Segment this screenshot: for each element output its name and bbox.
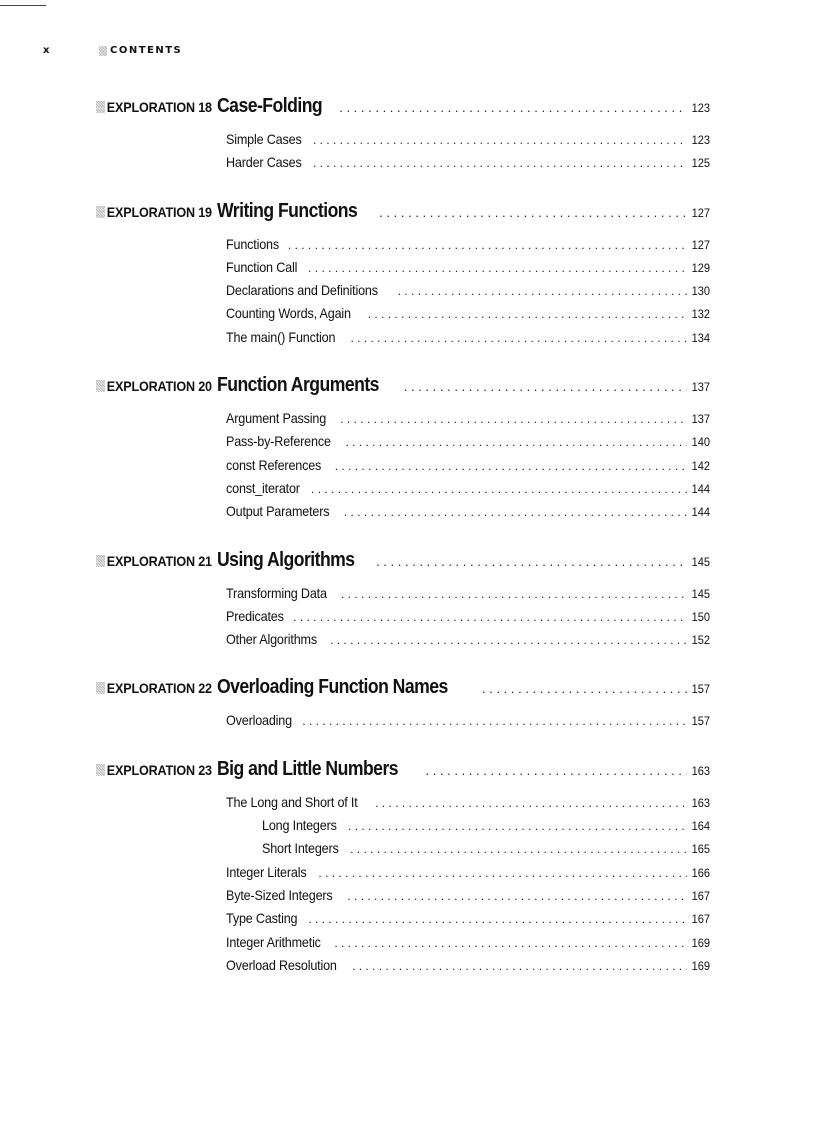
section-page: 152 — [691, 633, 710, 648]
section-title: const_iterator — [226, 479, 300, 496]
dot-leader — [318, 866, 687, 880]
dot-leader — [352, 959, 687, 973]
section-entry[interactable] — [226, 503, 710, 526]
chapter-page: 137 — [691, 380, 710, 395]
section-entry[interactable] — [226, 433, 710, 456]
section-entry[interactable] — [226, 480, 710, 503]
section-title: The main() Function — [226, 328, 336, 345]
dot-leader — [398, 284, 687, 298]
section-page: 167 — [691, 888, 710, 903]
section-title: Declarations and Definitions — [226, 282, 378, 299]
dot-leader — [341, 587, 687, 601]
dot-leader — [340, 412, 687, 426]
chapter-number: EXPLORATION 21 — [106, 552, 212, 569]
dot-leader — [293, 610, 687, 624]
section-page: 130 — [691, 284, 710, 299]
shade-marker-icon — [99, 46, 107, 56]
section-title: Integer Literals — [226, 863, 307, 880]
chapter-number: EXPLORATION 18 — [106, 99, 212, 115]
toc-chapter — [96, 95, 710, 178]
chapter-title: Function Arguments — [216, 374, 379, 397]
section-entry[interactable] — [226, 864, 710, 887]
dot-leader — [345, 435, 687, 449]
chapter-entry[interactable] — [96, 374, 710, 404]
section-page: 132 — [691, 307, 710, 322]
section-page: 127 — [691, 237, 710, 252]
dot-leader — [311, 482, 687, 496]
section-entry[interactable] — [226, 934, 710, 957]
toc-chapter — [96, 758, 710, 980]
section-entry[interactable] — [226, 712, 710, 735]
chapter-title: Overloading Function Names — [216, 676, 448, 699]
chapter-page: 157 — [691, 682, 710, 697]
section-title: Transforming Data — [226, 584, 327, 601]
dot-leader — [339, 100, 687, 115]
dot-leader — [482, 681, 687, 696]
section-title: Argument Passing — [226, 410, 327, 427]
section-entry[interactable] — [226, 457, 710, 480]
section-entry[interactable] — [226, 957, 710, 980]
shade-marker-icon — [96, 555, 105, 567]
section-list — [96, 410, 710, 526]
section-page: 169 — [691, 958, 710, 973]
dot-leader — [348, 819, 687, 833]
dot-leader — [288, 238, 687, 252]
toc-chapter — [96, 200, 710, 352]
top-rule — [0, 5, 46, 6]
chapter-entry[interactable] — [96, 200, 710, 230]
section-entry[interactable] — [226, 259, 710, 282]
section-entry[interactable] — [226, 631, 710, 654]
section-entry[interactable] — [226, 585, 710, 608]
chapter-number: EXPLORATION 22 — [106, 680, 212, 697]
chapter-label — [96, 762, 212, 778]
dot-leader — [308, 261, 687, 275]
dot-leader — [313, 133, 687, 147]
section-entry[interactable] — [226, 305, 710, 328]
dot-leader — [334, 936, 687, 950]
section-title: Harder Cases — [226, 154, 302, 171]
chapter-number: EXPLORATION 23 — [106, 761, 212, 778]
dot-leader — [302, 714, 687, 728]
chapter-page: 163 — [691, 763, 710, 778]
chapter-entry[interactable] — [96, 549, 710, 579]
section-entry[interactable] — [226, 410, 710, 433]
section-page: 123 — [691, 133, 710, 147]
section-page: 142 — [691, 458, 710, 473]
dot-leader — [308, 912, 687, 926]
section-title: const References — [226, 456, 322, 473]
section-title: Integer Arithmetic — [226, 933, 321, 950]
chapter-label — [96, 378, 212, 394]
section-title: Predicates — [226, 607, 284, 624]
section-page: 167 — [691, 912, 710, 927]
chapter-label — [96, 553, 212, 569]
section-list — [96, 236, 710, 352]
chapter-title: Using Algorithms — [216, 548, 355, 571]
section-entry[interactable] — [226, 236, 710, 259]
section-title: Short Integers — [262, 840, 339, 857]
shade-marker-icon — [96, 764, 105, 776]
section-page: 150 — [691, 609, 710, 624]
section-list — [96, 712, 710, 735]
section-page: 163 — [691, 795, 710, 810]
section-list — [96, 131, 710, 178]
shade-marker-icon — [96, 206, 105, 218]
section-entry[interactable] — [226, 608, 710, 631]
toc-chapter — [96, 374, 710, 526]
section-page: 144 — [691, 505, 710, 520]
section-title: Function Call — [226, 258, 298, 275]
dot-leader — [350, 331, 687, 345]
section-entry[interactable] — [226, 154, 710, 177]
section-title: Other Algorithms — [226, 631, 317, 648]
section-title: Overload Resolution — [226, 956, 337, 973]
section-entry[interactable] — [226, 282, 710, 305]
chapter-page: 145 — [691, 554, 710, 569]
shade-marker-icon — [96, 682, 105, 694]
section-title: Counting Words, Again — [226, 305, 351, 322]
section-page: 125 — [691, 156, 710, 171]
section-list — [96, 794, 710, 980]
section-page: 134 — [691, 330, 710, 345]
section-list — [96, 585, 710, 655]
chapter-entry[interactable] — [96, 758, 710, 788]
section-page: 145 — [691, 586, 710, 601]
chapter-title: Writing Functions — [216, 199, 358, 222]
section-title: Pass-by-Reference — [226, 433, 331, 450]
running-head — [43, 45, 182, 56]
section-title: Type Casting — [226, 910, 298, 927]
toc-chapter — [96, 676, 710, 735]
dot-leader — [335, 459, 687, 473]
section-title: Output Parameters — [226, 503, 330, 520]
section-entry[interactable] — [226, 887, 710, 910]
chapter-label — [96, 99, 212, 115]
dot-leader — [330, 633, 687, 647]
section-page: 137 — [691, 412, 710, 427]
shade-marker-icon — [96, 380, 105, 392]
dot-leader — [376, 554, 687, 569]
section-page: 169 — [691, 935, 710, 950]
page-number: x — [43, 45, 51, 56]
section-title: Long Integers — [262, 817, 337, 834]
section-entry[interactable] — [226, 329, 710, 352]
section-title: The Long and Short of It — [226, 793, 358, 810]
chapter-title: Case-Folding — [216, 95, 322, 117]
section-title: Simple Cases — [226, 131, 302, 147]
section-page: 164 — [691, 819, 710, 834]
section-page: 140 — [691, 435, 710, 450]
section-title: Byte-Sized Integers — [226, 886, 333, 903]
chapter-label — [96, 204, 212, 220]
section-page: 129 — [691, 260, 710, 275]
section-title: Functions — [226, 235, 280, 252]
dot-leader — [425, 763, 687, 778]
dot-leader — [350, 842, 687, 856]
running-title: CONTENTS — [110, 45, 183, 56]
chapter-page: 127 — [691, 205, 710, 220]
table-of-contents — [96, 95, 710, 1002]
section-page: 144 — [691, 481, 710, 496]
chapter-number: EXPLORATION 19 — [106, 203, 212, 220]
dot-leader — [313, 156, 687, 170]
toc-chapter — [96, 549, 710, 655]
chapter-page: 123 — [691, 101, 710, 115]
section-entry[interactable] — [226, 910, 710, 933]
section-entry[interactable] — [226, 131, 710, 154]
section-title: Overloading — [226, 712, 292, 729]
dot-leader — [347, 889, 687, 903]
chapter-title: Big and Little Numbers — [216, 757, 398, 780]
section-entry[interactable] — [226, 817, 710, 840]
section-page: 166 — [691, 865, 710, 880]
chapter-entry[interactable] — [96, 95, 710, 125]
chapter-label — [96, 680, 212, 696]
dot-leader — [344, 505, 687, 519]
shade-marker-icon — [96, 101, 105, 113]
section-entry[interactable] — [226, 840, 710, 863]
dot-leader — [379, 205, 687, 220]
dot-leader — [368, 307, 687, 321]
dot-leader — [404, 379, 687, 394]
section-entry[interactable] — [226, 794, 710, 817]
section-page: 157 — [691, 714, 710, 729]
chapter-number: EXPLORATION 20 — [106, 378, 212, 395]
chapter-entry[interactable] — [96, 676, 710, 706]
dot-leader — [375, 796, 687, 810]
section-page: 165 — [691, 842, 710, 857]
